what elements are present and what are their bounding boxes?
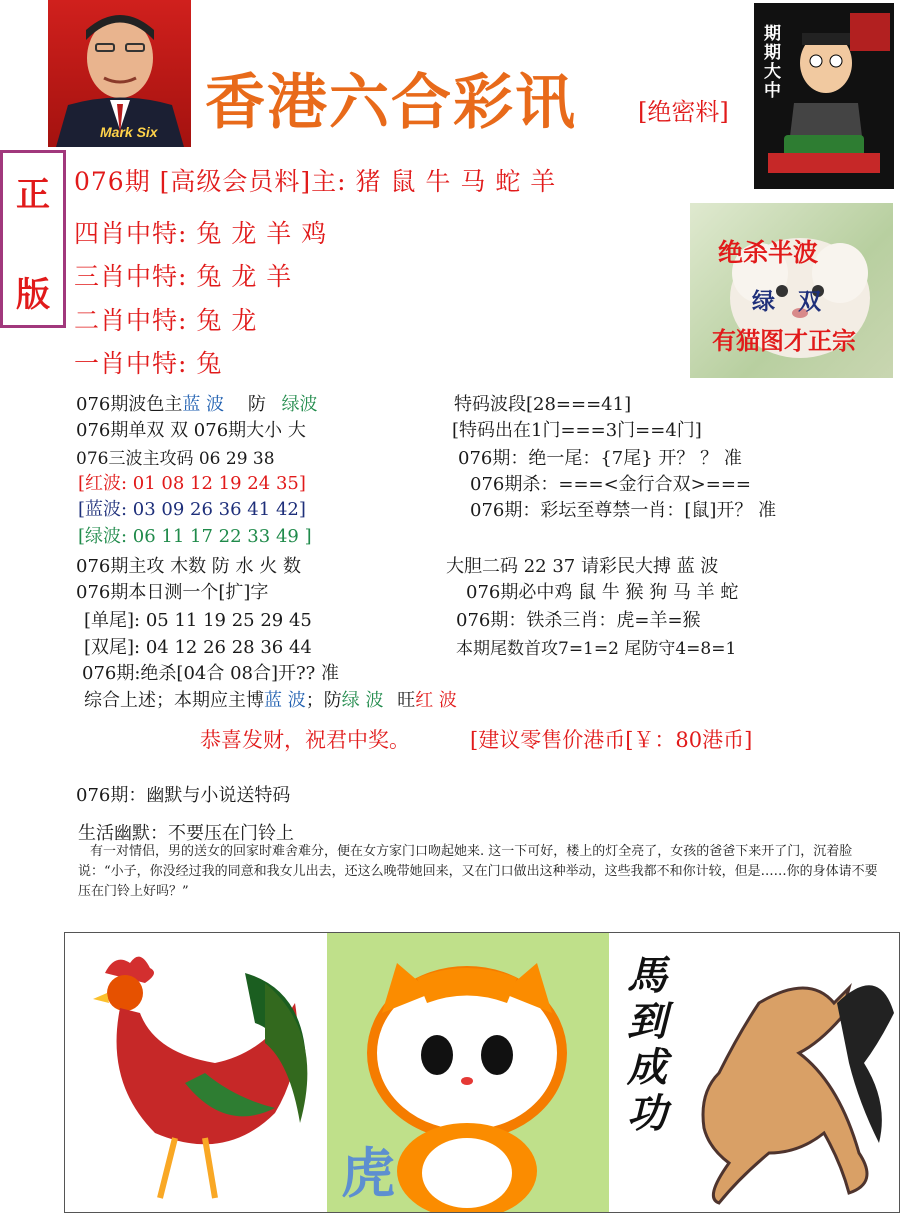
iron-kill-line: 076期：铁杀三肖：虎=羊=猴 [456, 610, 701, 631]
tail-line: 076期：绝一尾：{7尾} 开？ ？ 准 [458, 448, 742, 469]
photo-host-left [48, 0, 191, 147]
summary-blue: 蓝 波 [264, 690, 306, 711]
cat-box-line3: 有猫图才正宗 [712, 326, 856, 355]
badge-text: 期期大中 [764, 24, 781, 101]
element-line: 076期主攻 木数 防 水 火 数 [76, 556, 301, 577]
wave-guard-label: 防 [247, 394, 266, 415]
cat-promo-image [690, 203, 893, 378]
summary-mid: ；防 [305, 690, 342, 711]
joke-title: 生活幽默：不要压在门铃上 [78, 823, 294, 844]
joke-body: 有一对情侣，男的送女的回家时难舍难分，便在女方家门口吻起她来. 这一下可好，楼上的灯全亮了，女孩的爸爸下来开了门，沉着脸说：“小子，你没经过我的同意和我女儿出去，还这么晚带她回来，又在门口做出这种举动，这些我都不和你计较，但是……你的身体请不要压在门铃上好吗？” [78, 844, 878, 899]
edition-char-2: 版 [16, 275, 50, 315]
daily-word-line: 076期本日测一个[扩]字 [76, 582, 269, 603]
bottom-image-strip [64, 932, 900, 1213]
tail-attack-line: 本期尾数首攻7=1=2 尾防守4=8=1 [456, 639, 737, 659]
rooster-image [65, 933, 327, 1213]
wave-guard: 绿波 [281, 394, 318, 415]
summary-red: 红 波 [415, 690, 457, 711]
wave-color-line [76, 390, 318, 416]
cat-box-line1: 绝杀半波 [718, 238, 819, 267]
must-hit-line: 076期必中鸡 鼠 牛 猴 狗 马 羊 蛇 [466, 582, 739, 603]
cat-box-line2: 绿 双 [752, 288, 821, 315]
congrats-text: 恭喜发财，祝君中奖。 [200, 728, 410, 752]
door-line: [特码出在1门===3门==4门] [452, 420, 702, 441]
horse-slogan: 馬到成功 [627, 952, 667, 1137]
wave-main: 蓝 波 [182, 394, 225, 415]
page-subtitle: [绝密料] [638, 98, 729, 126]
two-zodiac-line: 二肖中特: 兔 龙 [74, 306, 258, 335]
single-tail-line: [单尾]: 05 11 19 25 29 45 [84, 610, 312, 631]
mark-six-logo: Mark Six [100, 124, 158, 140]
four-zodiac-line: 四肖中特: 兔 龙 羊 鸡 [74, 219, 328, 248]
red-wave-line: [红波: 01 08 12 19 24 35] [78, 473, 306, 494]
odd-even-line: 076期单双 双 076期大小 大 [76, 420, 306, 441]
summary-line [84, 686, 457, 712]
forbid-line: 076期：彩坛至尊禁一肖：[鼠]开？ 准 [470, 500, 777, 521]
tiger-char: 虎 [341, 1141, 395, 1205]
segment-line: 特码波段[28===41] [454, 394, 632, 415]
cartoon-badge-image [754, 3, 894, 189]
three-zodiac-line: 三肖中特: 兔 龙 羊 [74, 262, 293, 291]
kill-line: 076期杀：===<金行合双>=== [470, 474, 752, 495]
edition-char-1: 正 [16, 175, 50, 215]
horse-image [609, 933, 900, 1213]
summary-green: 绿 波 [341, 690, 384, 711]
edition-label-box [0, 150, 66, 328]
summary-mid2: 旺 [397, 690, 416, 711]
wave-prefix: 076期波色主 [76, 394, 183, 415]
page-title: 香港六合彩讯 [205, 68, 577, 138]
green-wave-line: [绿波: 06 11 17 22 33 49 ] [78, 526, 312, 547]
member-line: 076期 [高级会员料]主: 猪 鼠 牛 马 蛇 羊 [74, 167, 557, 196]
summary-prefix: 综合上述；本期应主博 [84, 690, 264, 711]
blue-wave-line: [蓝波: 03 09 26 36 41 42] [78, 499, 306, 520]
one-zodiac-line: 一肖中特: 兔 [74, 349, 223, 378]
bold-two-line: 大胆二码 22 37 请彩民大搏 蓝 波 [446, 556, 719, 577]
kill-combo-line: 076期:绝杀[04合 08合]开?? 准 [82, 663, 340, 684]
joke-heading: 076期：幽默与小说送特码 [76, 785, 291, 806]
three-wave-line: 076三波主攻码 06 29 38 [76, 449, 275, 469]
tiger-image [327, 933, 609, 1213]
price-text: [建议零售价港币[￥：80港币] [470, 728, 753, 752]
double-tail-line: [双尾]: 04 12 26 28 36 44 [84, 637, 312, 658]
